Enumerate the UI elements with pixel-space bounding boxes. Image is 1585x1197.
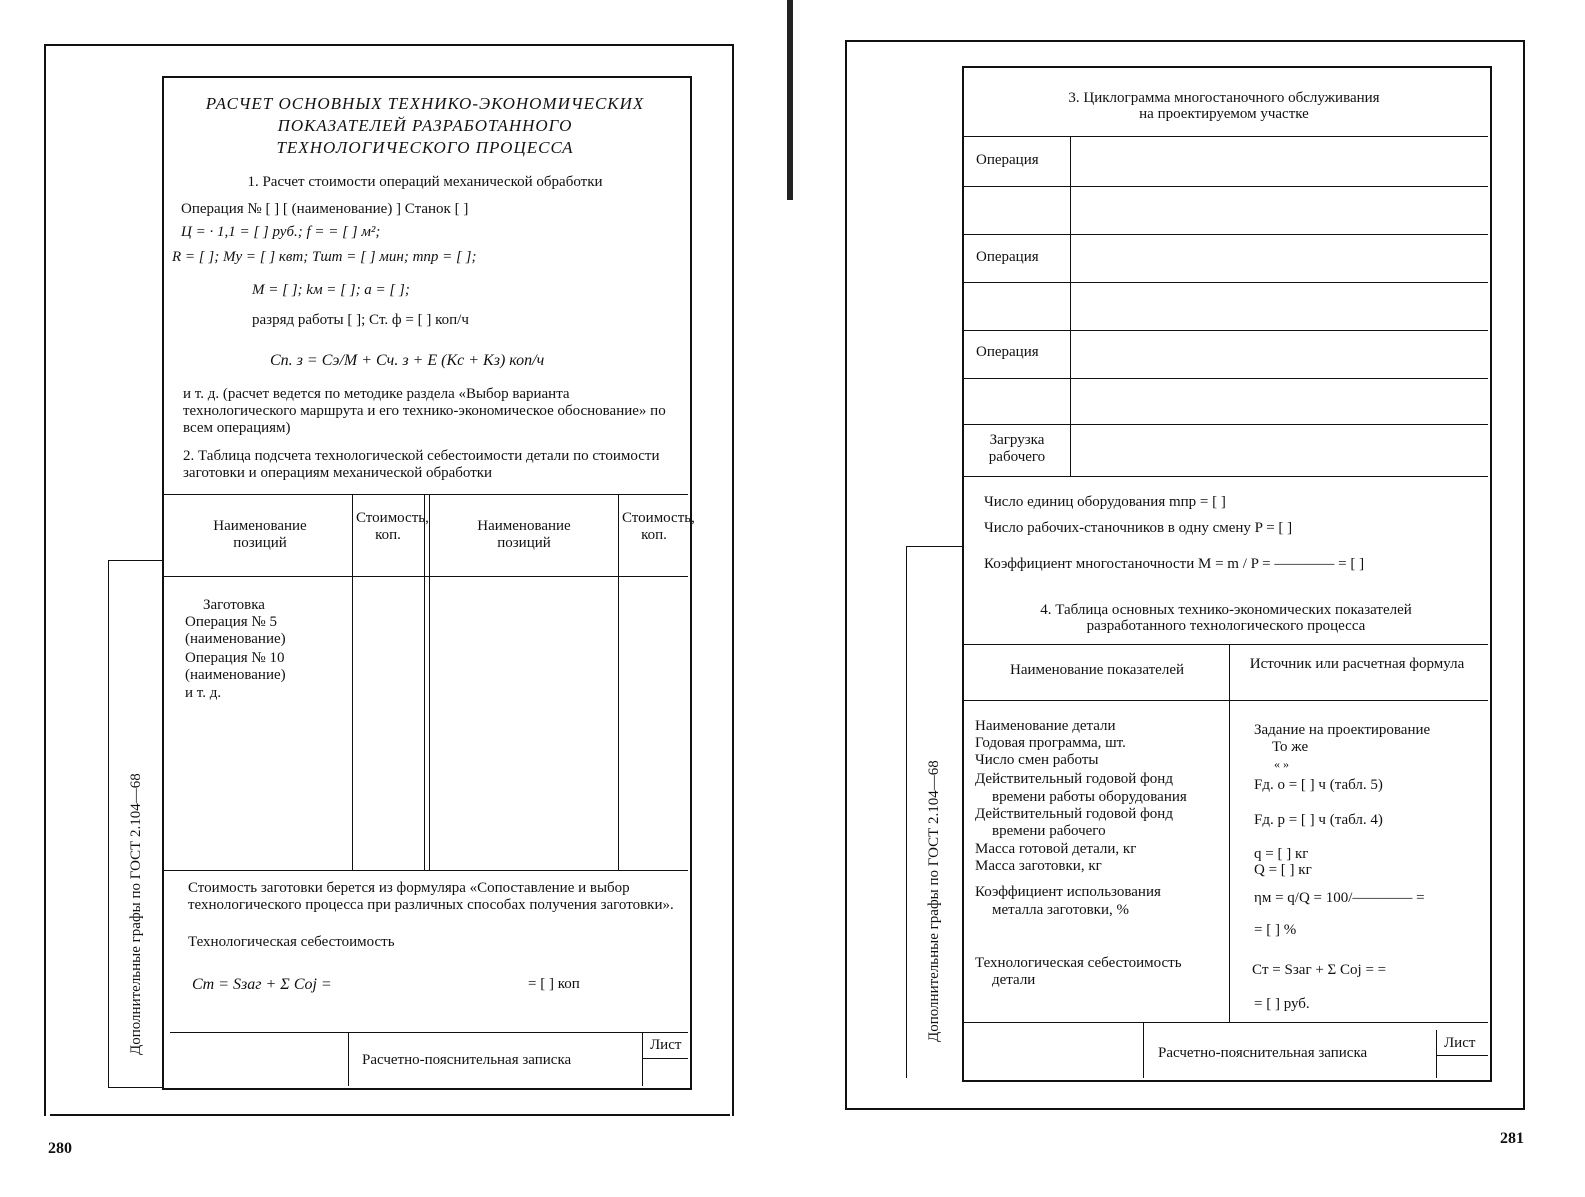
left-table-col2b — [429, 494, 430, 870]
right-table-header-bottom — [964, 700, 1488, 701]
left-table-col3 — [618, 494, 619, 870]
right-cyclo-line-4 — [964, 330, 1488, 331]
right-row-operation-1: Операция — [976, 152, 1039, 168]
right-indicator-11: металла заготовки, % — [992, 902, 1129, 918]
right-side-label: Дополнительные графы по ГОСТ 2.104—68 — [926, 760, 942, 1042]
right-equip-line-3: Коэффициент многостаночности M = m / P = ―――― = [ ] — [984, 556, 1365, 572]
left-bottom-label: Технологическая себестоимость — [188, 934, 395, 950]
left-row-1: Заготовка — [203, 597, 265, 613]
left-table-bottom — [164, 870, 688, 871]
right-stamp-div1 — [1143, 1022, 1144, 1078]
left-table-header-bottom — [164, 576, 688, 577]
left-title-line-2: ПОКАЗАТЕЛЕЙ РАЗРАБОТАННОГО — [277, 116, 573, 135]
right-stamp-title: Расчетно-пояснительная записка — [1158, 1045, 1368, 1061]
right-cyclo-line-7 — [964, 476, 1488, 477]
left-bottom-formula: Cт = Sзаг + Σ Coj = — [192, 976, 332, 993]
left-table-col1 — [352, 494, 353, 870]
right-row-worker-load: Загрузка рабочего — [988, 432, 1046, 465]
left-table-col2a — [424, 494, 425, 870]
left-header-cost-2: Стоимость, коп. — [622, 510, 695, 543]
left-stamp-sheet: Лист — [650, 1037, 682, 1053]
right-indicator-13: детали — [992, 972, 1036, 988]
left-side-strip-top — [108, 560, 164, 561]
right-cyclo-line-2 — [964, 234, 1488, 235]
left-bottom-text: Стоимость заготовки берется из формуляра «Сопоставление и выбор технологического процесса при различных способах получения заготовки». — [188, 880, 674, 913]
right-section3-line-1: 3. Циклограмма многостаночного обслуживания — [1068, 90, 1380, 106]
right-equip-line-2: Число рабочих-станочников в одну смену P = [ ] — [984, 520, 1293, 536]
left-row-4: Операция № 10 — [185, 650, 285, 666]
right-cyclo-col — [1070, 136, 1071, 476]
right-source-1: Задание на проектирование — [1254, 722, 1431, 738]
right-cyclo-line-0 — [964, 136, 1488, 137]
left-section2-heading: 2. Таблица подсчета технологической себестоимости детали по стоимости заготовки и операциям механической обработки — [183, 448, 660, 481]
right-table-top — [964, 644, 1488, 645]
left-side-label: Дополнительные графы по ГОСТ 2.104—68 — [128, 773, 144, 1055]
right-indicator-10: Коэффициент использования — [975, 884, 1161, 900]
right-cyclo-line-5 — [964, 378, 1488, 379]
right-source-4: Fд. о = [ ] ч (табл. 5) — [1254, 777, 1383, 793]
left-stamp-div1 — [348, 1032, 349, 1086]
right-source-9: = [ ] % — [1254, 922, 1297, 938]
right-section3-line-2: на проектируемом участке — [1139, 106, 1309, 122]
left-page-number: 280 — [48, 1140, 72, 1157]
left-stamp-top — [170, 1032, 688, 1033]
left-stamp-sheet-line — [642, 1058, 688, 1059]
left-bottom-result: = [ ] коп — [528, 976, 580, 992]
right-equip-line-1: Число единиц оборудования mпр = [ ] — [984, 494, 1226, 510]
right-source-7: Q = [ ] кг — [1254, 862, 1312, 878]
right-indicator-3: Число смен работы — [975, 752, 1099, 768]
left-title-line-1: РАСЧЕТ ОСНОВНЫХ ТЕХНИКО-ЭКОНОМИЧЕСКИХ — [205, 94, 645, 113]
left-side-strip-left — [108, 560, 109, 1087]
right-source-2: То же — [1272, 739, 1309, 755]
right-side-strip-left — [906, 546, 907, 1078]
left-header-name-1: Наименование позиций — [213, 518, 307, 551]
right-indicator-5: времени работы оборудования — [992, 789, 1187, 805]
right-table-col — [1229, 644, 1230, 1022]
left-section1-heading: 1. Расчет стоимости операций механической обработки — [247, 174, 603, 190]
right-source-6: q = [ ] кг — [1254, 846, 1309, 862]
right-indicator-1: Наименование детали — [975, 718, 1116, 734]
right-source-3: « » — [1274, 757, 1289, 771]
right-source-8: ηм = q/Q = 100/―――― = — [1254, 890, 1425, 906]
right-indicator-7: времени рабочего — [992, 823, 1106, 839]
left-formula-line-3: R = [ ]; Mу = [ ] квт; Tшт = [ ] мин; mпр = [ ]; — [172, 249, 477, 265]
right-section4-line-2: разработанного технологического процесса — [1086, 618, 1366, 634]
right-source-5: Fд. р = [ ] ч (табл. 4) — [1254, 812, 1383, 828]
right-indicator-2: Годовая программа, шт. — [975, 735, 1126, 751]
left-title-line-3: ТЕХНОЛОГИЧЕСКОГО ПРОЦЕССА — [276, 138, 574, 157]
left-formula-line-4: M = [ ]; kм = [ ]; a = [ ]; — [252, 282, 410, 298]
left-stamp-title: Расчетно-пояснительная записка — [362, 1052, 572, 1068]
right-form-frame — [962, 66, 1492, 1082]
left-table-top — [164, 494, 688, 495]
right-row-operation-3: Операция — [976, 344, 1039, 360]
left-header-cost-1: Стоимость, коп. — [356, 510, 429, 543]
right-cyclo-line-3 — [964, 282, 1488, 283]
right-cyclo-line-1 — [964, 186, 1488, 187]
right-stamp-div2 — [1436, 1030, 1437, 1078]
left-formula-line-1: Операция № [ ] [ (наименование) ] Станок [ ] — [181, 201, 469, 217]
left-method-note: и т. д. (расчет ведется по методике раздела «Выбор варианта технологического маршрута и его технико-экономическое обоснование» по всем операциям) — [183, 386, 666, 436]
right-header-indicator: Наименование показателей — [1009, 662, 1185, 678]
right-header-source: Источник или расчетная формула — [1249, 656, 1465, 672]
left-header-name-2: Наименование позиций — [477, 518, 571, 551]
right-section4-line-1: 4. Таблица основных технико-экономических показателей — [1040, 602, 1412, 618]
right-source-11: = [ ] руб. — [1254, 996, 1310, 1012]
left-formula-line-5: разряд работы [ ]; Cт. ф = [ ] коп/ч — [252, 312, 469, 328]
left-stamp-div2 — [642, 1032, 643, 1086]
right-cyclo-line-6 — [964, 424, 1488, 425]
right-indicator-8: Масса готовой детали, кг — [975, 841, 1137, 857]
right-row-operation-2: Операция — [976, 249, 1039, 265]
binding-mark — [787, 0, 793, 200]
left-row-3: (наименование) — [185, 631, 286, 647]
left-row-6: и т. д. — [185, 685, 222, 701]
right-indicator-4: Действительный годовой фонд — [975, 771, 1173, 787]
right-source-10: Cт = Sзаг + Σ Coj = = — [1252, 962, 1387, 978]
right-stamp-sheet-line — [1436, 1055, 1488, 1056]
right-page-number: 281 — [1500, 1130, 1524, 1147]
right-stamp-sheet: Лист — [1444, 1035, 1476, 1051]
left-side-strip-bottom — [108, 1087, 164, 1088]
left-row-5: (наименование) — [185, 667, 286, 683]
left-outer-bottom — [50, 1114, 730, 1116]
right-indicator-6: Действительный годовой фонд — [975, 806, 1173, 822]
right-indicator-12: Технологическая себестоимость — [975, 955, 1182, 971]
right-indicator-9: Масса заготовки, кг — [975, 858, 1102, 874]
left-row-2: Операция № 5 — [185, 614, 277, 630]
right-table-bottom — [964, 1022, 1488, 1023]
right-side-strip-top — [906, 546, 964, 547]
left-formula-line-2: Ц = · 1,1 = [ ] руб.; f = = [ ] м²; — [181, 224, 381, 240]
left-formula-line-6: Cп. з = Cэ/M + Cч. з + E (Kс + Kз) коп/ч — [270, 352, 545, 369]
